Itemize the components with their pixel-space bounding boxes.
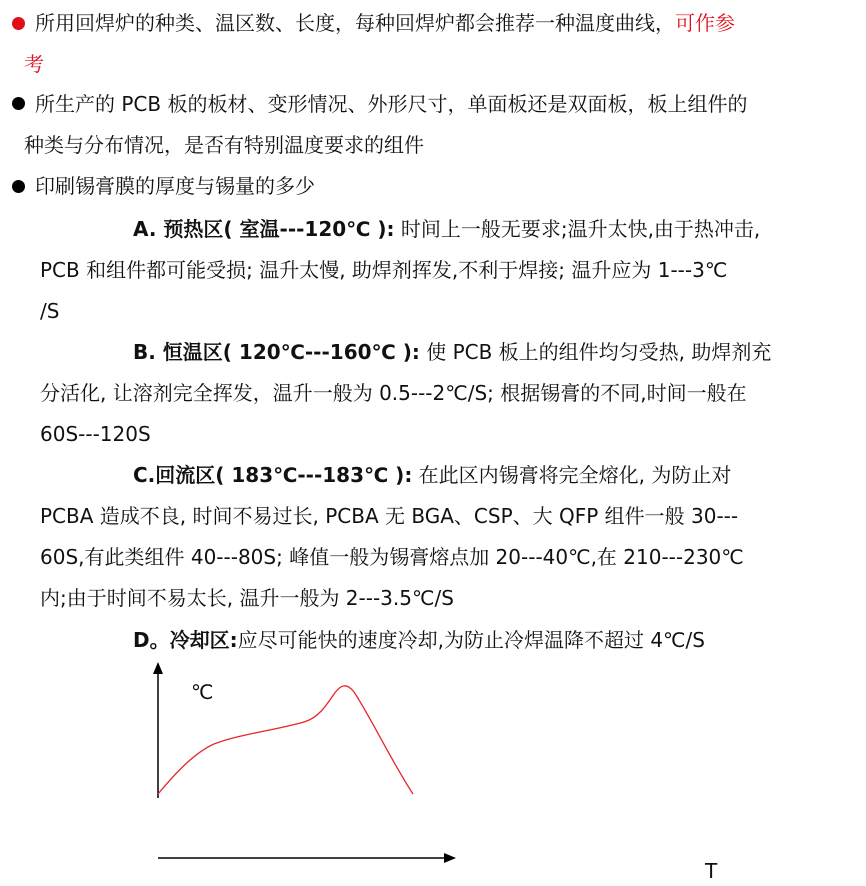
zone-c-line-2: PCBA 造成不良, 时间不易过长, PCBA 无 BGA、CSP、大 QFP 组件一般 30---	[40, 504, 739, 528]
zone-b-line-3: 60S---120S	[40, 422, 151, 446]
x-axis-arrowhead	[444, 853, 456, 863]
bullet-1-text: 所用回焊炉的种类、温区数、长度，每种回焊炉都会推荐一种温度曲线，	[35, 11, 675, 35]
zone-c-title: C.回流区( 183℃---183℃ ):	[133, 463, 413, 487]
zone-b-line-2: 分活化, 让溶剂完全挥发，温升一般为 0.5---2℃/S; 根据锡膏的不同,时间一般在	[40, 381, 747, 405]
bullet-2-line-1: 所生产的 PCB 板的板材、变形情况、外形尺寸，单面板还是双面板，板上组件的	[35, 92, 748, 116]
zone-a-title: A. 预热区( 室温---120℃ ):	[133, 217, 395, 241]
zone-d-title: D。冷却区:	[133, 628, 238, 652]
zone-c-line-4: 内;由于时间不易太长, 温升一般为 2---3.5℃/S	[40, 586, 454, 610]
zone-a-line-3: /S	[40, 299, 60, 323]
zone-c-line-3: 60S,有此类组件 40---80S; 峰值一般为锡膏熔点加 20---40℃,在 210---230℃	[40, 545, 744, 569]
y-axis-arrowhead	[153, 662, 163, 674]
zone-b-desc: 使 PCB 板上的组件均匀受热, 助焊剂充	[419, 340, 772, 364]
zone-d-desc: 应尽可能快的速度冷却,为防止冷焊温降不超过 4℃/S	[237, 628, 705, 652]
bullet-3-line-1: 印刷锡膏膜的厚度与锡量的多少	[35, 174, 315, 198]
zone-a-line-2: PCB 和组件都可能受损; 温升太慢, 助焊剂挥发,不利于焊接; 温升应为 1---3℃	[40, 258, 728, 282]
bullet-1-line-2: 考	[24, 52, 44, 76]
bullet-2-line-2: 种类与分布情况，是否有特别温度要求的组件	[24, 133, 424, 157]
bullet-1-highlight: 可作参	[675, 11, 735, 35]
zone-a-desc: 时间上一般无要求;温升太快,由于热冲击,	[394, 217, 761, 241]
zone-b-title: B. 恒温区( 120℃---160℃ ):	[133, 340, 420, 364]
zone-c-desc: 在此区内锡膏将完全熔化, 为防止对	[412, 463, 732, 487]
x-axis-label: T	[705, 859, 718, 883]
y-axis-label: ℃	[191, 680, 214, 704]
